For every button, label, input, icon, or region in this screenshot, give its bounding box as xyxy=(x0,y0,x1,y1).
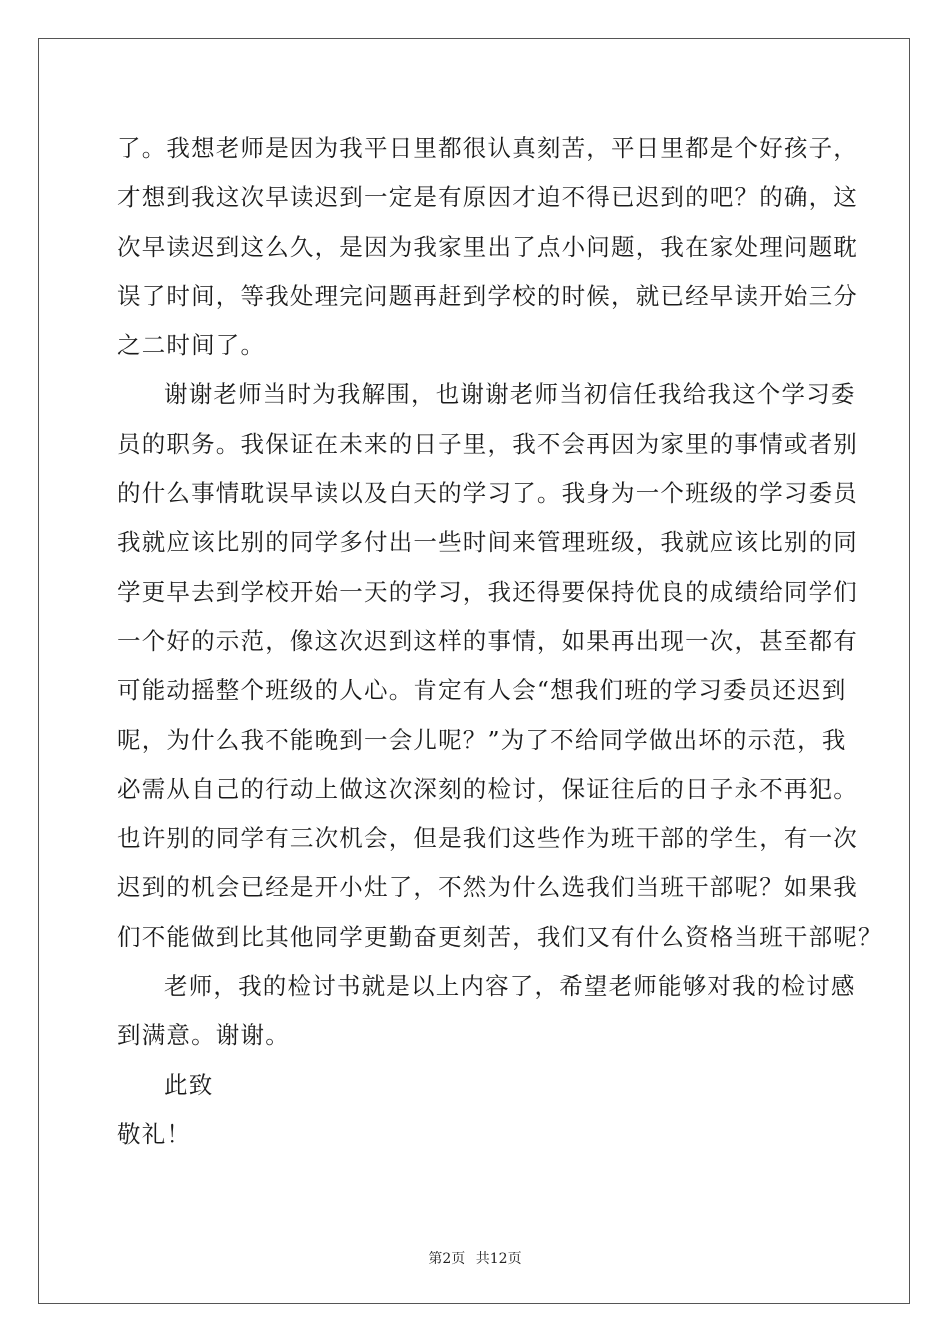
text-line: 学更早去到学校开始一天的学习，我还得要保持优良的成绩给同学们 xyxy=(117,577,858,606)
text-line: 到满意。谢谢。 xyxy=(117,1021,290,1050)
text-line: 误了时间，等我处理完问题再赶到学校的时候，就已经早读开始三分 xyxy=(117,281,858,310)
closing-salutation: 此致 xyxy=(164,1070,214,1099)
text-line: 一个好的示范，像这次迟到这样的事情，如果再出现一次，甚至都有 xyxy=(117,626,858,655)
paragraph-start-line: 老师，我的检讨书就是以上内容了，希望老师能够对我的检讨感 xyxy=(164,972,856,1001)
text-line: 也许别的同学有三次机会，但是我们这些作为班干部的学生，有一次 xyxy=(117,824,858,853)
text-line: 必需从自己的行动上做这次深刻的检讨，保证往后的日子永不再犯。 xyxy=(117,774,858,803)
page-number: 第2页 xyxy=(428,1251,466,1267)
text-line: 我就应该比别的同学多付出一些时间来管理班级，我就应该比别的同 xyxy=(117,528,858,557)
text-line: 才想到我这次早读迟到一定是有原因才迫不得已迟到的吧？的确，这 xyxy=(117,183,858,212)
text-line: 员的职务。我保证在未来的日子里，我不会再因为家里的事情或者别 xyxy=(117,429,858,458)
text-line: 之二时间了。 xyxy=(117,331,266,360)
paragraph-start-line: 谢谢老师当时为我解围，也谢谢老师当初信任我给我这个学习委 xyxy=(164,380,856,409)
closing-regards: 敬礼！ xyxy=(117,1119,192,1148)
text-line: 了。我想老师是因为我平日里都很认真刻苦，平日里都是个好孩子， xyxy=(117,134,858,162)
text-line: 们不能做到比其他同学更勤奋更刻苦，我们又有什么资格当班干部呢？ xyxy=(117,922,883,951)
page-footer xyxy=(0,1248,950,1268)
text-line: 次早读迟到这么久，是因为我家里出了点小问题，我在家处理问题耽 xyxy=(117,232,858,261)
text-line: 可能动摇整个班级的人心。肯定有人会“想我们班的学习委员还迟到 xyxy=(117,676,847,705)
document-body xyxy=(117,124,883,1159)
text-line: 的什么事情耽误早读以及白天的学习了。我身为一个班级的学习委员 xyxy=(117,479,858,508)
text-line: 迟到的机会已经是开小灶了，不然为什么选我们当班干部呢？如果我 xyxy=(117,873,858,902)
text-line: 呢，为什么我不能晚到一会儿呢？”为了不给同学做出坏的示范，我 xyxy=(117,725,847,754)
page-total: 共12页 xyxy=(475,1251,522,1267)
